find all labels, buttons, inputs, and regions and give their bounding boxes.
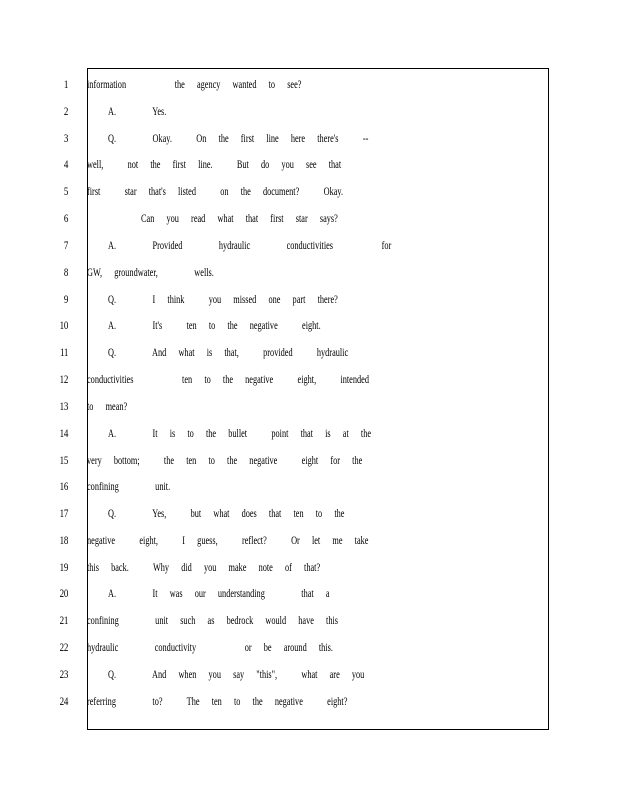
line-text: Can you read what that first star says?: [141, 213, 338, 225]
line-text: first star that's listed on the document? Okay.: [87, 186, 344, 198]
line-number: 9: [63, 294, 68, 306]
line-number: 21: [59, 615, 68, 627]
transcript-line: [0, 343, 618, 363]
line-text: conductivities ten to the negative eight, intended: [87, 374, 369, 386]
line-text: A. Provided hydraulic conductivities for: [108, 240, 392, 252]
transcript-line: [0, 129, 618, 149]
transcript-line: [0, 263, 618, 283]
line-number: 7: [63, 240, 68, 252]
transcript-line: [0, 424, 618, 444]
line-text: information the agency wanted to see?: [87, 79, 302, 91]
line-number: 8: [63, 267, 68, 279]
line-number: 1: [63, 79, 68, 91]
transcript-line: [0, 531, 618, 551]
line-text: very bottom; the ten to the negative eight for the: [87, 455, 363, 467]
line-number: 17: [59, 508, 68, 520]
line-number: 2: [63, 106, 68, 118]
line-text: Q. And what is that, provided hydraulic: [108, 347, 349, 359]
line-number: 24: [59, 696, 68, 708]
line-number: 10: [59, 320, 68, 332]
line-text: well, not the first line. But do you see that: [87, 159, 342, 171]
line-text: this back. Why did you make note of that?: [87, 562, 321, 574]
line-number: 23: [59, 669, 68, 681]
line-number: 16: [59, 481, 68, 493]
line-number: 12: [59, 374, 68, 386]
transcript-line: [0, 638, 618, 658]
line-number: 5: [63, 186, 68, 198]
line-number: 14: [59, 428, 68, 440]
transcript-line: [0, 558, 618, 578]
line-text: GW, groundwater, wells.: [87, 267, 214, 279]
line-text: A. It's ten to the negative eight.: [108, 320, 321, 332]
transcript-line: [0, 665, 618, 685]
line-number: 19: [59, 562, 68, 574]
transcript-line: [0, 611, 618, 631]
transcript-line: [0, 155, 618, 175]
line-number: 18: [59, 535, 68, 547]
line-text: confining unit such as bedrock would have this: [87, 615, 339, 627]
line-number: 3: [63, 133, 68, 145]
transcript-line: [0, 209, 618, 229]
transcript-line: [0, 370, 618, 390]
transcript-line: [0, 477, 618, 497]
line-text: Q. Yes, but what does that ten to the: [108, 508, 345, 520]
line-text: referring to? The ten to the negative eight?: [87, 696, 348, 708]
transcript-line: [0, 451, 618, 471]
line-number: 20: [59, 588, 68, 600]
line-text: negative eight, I guess, reflect? Or let me take: [87, 535, 369, 547]
line-number: 22: [59, 642, 68, 654]
line-number: 6: [63, 213, 68, 225]
line-number: 11: [59, 347, 68, 359]
line-text: confining unit.: [87, 481, 171, 493]
transcript-line: [0, 316, 618, 336]
line-number: 4: [63, 159, 68, 171]
line-number: 15: [59, 455, 68, 467]
line-text: Q. Okay. On the first line here there's --: [108, 133, 369, 145]
line-text: hydraulic conductivity or be around this.: [87, 642, 333, 654]
transcript-line: [0, 182, 618, 202]
transcript-line: [0, 290, 618, 310]
line-text: A. Yes.: [108, 106, 167, 118]
transcript-line: [0, 102, 618, 122]
transcript-line: [0, 504, 618, 524]
transcript-line: [0, 584, 618, 604]
transcript-line: [0, 236, 618, 256]
line-text: to mean?: [87, 401, 128, 413]
transcript-line: [0, 397, 618, 417]
line-number: 13: [59, 401, 68, 413]
line-text: Q. And when you say "this", what are you: [108, 669, 365, 681]
line-text: Q. I think you missed one part there?: [108, 294, 338, 306]
transcript-line: [0, 692, 618, 712]
line-text: A. It is to the bullet point that is at the: [108, 428, 372, 440]
line-text: A. It was our understanding that a: [108, 588, 330, 600]
transcript-line: [0, 75, 618, 95]
